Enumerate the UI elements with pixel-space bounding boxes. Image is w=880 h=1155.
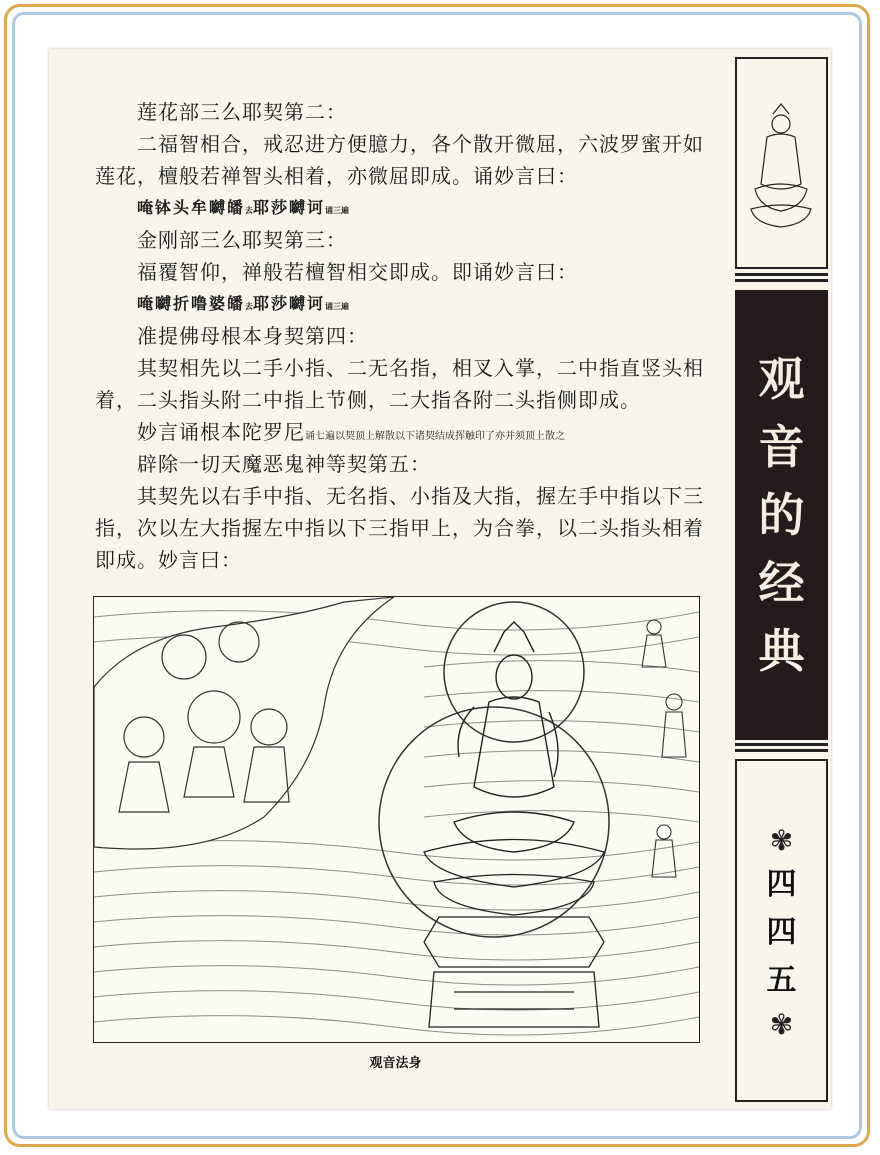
text-line: 准提佛母根本身契第四：	[137, 324, 368, 348]
guanyin-emblem-icon	[737, 59, 826, 267]
text-line: 即成。妙言曰：	[95, 548, 242, 572]
title-char: 的	[758, 488, 805, 542]
mantra-line	[95, 192, 705, 224]
flower-ornament-icon: ✾	[769, 1008, 794, 1041]
guanyin-figure	[454, 622, 574, 852]
mantra-text: 唵钵头牟嚩皤	[137, 198, 246, 217]
page-number-char: 四	[766, 867, 797, 902]
mantra-tone-mark: 去	[245, 301, 254, 311]
text-line: 辟除一切天魔恶鬼神等契第五：	[137, 452, 431, 476]
side-figures	[642, 620, 686, 877]
side-panel	[735, 57, 828, 1102]
divider-rules	[735, 273, 828, 285]
flower-ornament-icon: ✾	[769, 824, 794, 857]
text-line	[95, 416, 705, 448]
page-number	[767, 861, 797, 1005]
text-line: 金刚部三么耶契第三：	[137, 228, 347, 252]
mantra-line	[95, 288, 705, 320]
title-char: 经	[758, 556, 805, 610]
guanyin-illustration	[93, 596, 700, 1043]
title-char: 音	[758, 420, 805, 474]
text-segment: 妙言诵根本陀罗尼	[137, 420, 305, 444]
mantra-text: 耶莎嚩诃	[253, 294, 326, 313]
page-number-box	[735, 759, 828, 1102]
title-char: 观	[758, 352, 805, 406]
text-line: 福覆智仰，禅般若檀智相交即成。即诵妙言曰：	[137, 260, 578, 284]
cloud-outline	[94, 597, 394, 849]
inline-note: 诵七遍以契顶上解散以下诸契结成挥触印了亦并须顶上散之	[305, 431, 565, 442]
figure-caption: 观音法身	[369, 1056, 422, 1071]
text-line: 指，次以左大指握左中指以下三指甲上，为合拳，以二头指头相着	[95, 516, 704, 540]
body-text	[95, 96, 705, 576]
mantra-text: 耶莎嚩诃	[253, 198, 326, 217]
mantra-tone-mark: 去	[245, 205, 254, 215]
mantra-text: 唵嚩折噜婆皤	[137, 294, 246, 313]
text-line: 莲花，檀般若禅智头相着，亦微屈即成。诵妙言曰：	[95, 164, 578, 188]
text-line: 二福智相合，戒忍进方便臆力，各个散开微屈，六波罗蜜开如	[137, 132, 704, 156]
book-title-vertical	[735, 290, 828, 740]
divider-rules	[735, 743, 828, 755]
text-line: 莲花部三么耶契第二：	[137, 100, 347, 124]
page-number-char: 五	[766, 963, 797, 998]
text-line: 其契相先以二手小指、二无名指，相叉入掌，二中指直竖头相	[137, 356, 704, 380]
mantra-note: 诵三遍	[325, 205, 350, 215]
page-number-char: 四	[766, 915, 797, 950]
mantra-note: 诵三遍	[325, 301, 350, 311]
woodcut-drawing	[94, 597, 699, 1042]
title-char: 典	[758, 624, 805, 678]
text-line: 其契先以右手中指、无名指、小指及大指，握左手中指以下三	[137, 484, 704, 508]
text-line: 着，二头指头附二中指上节侧，二大指各附二头指侧即成。	[95, 388, 641, 412]
guanyin-emblem-box	[735, 57, 828, 269]
